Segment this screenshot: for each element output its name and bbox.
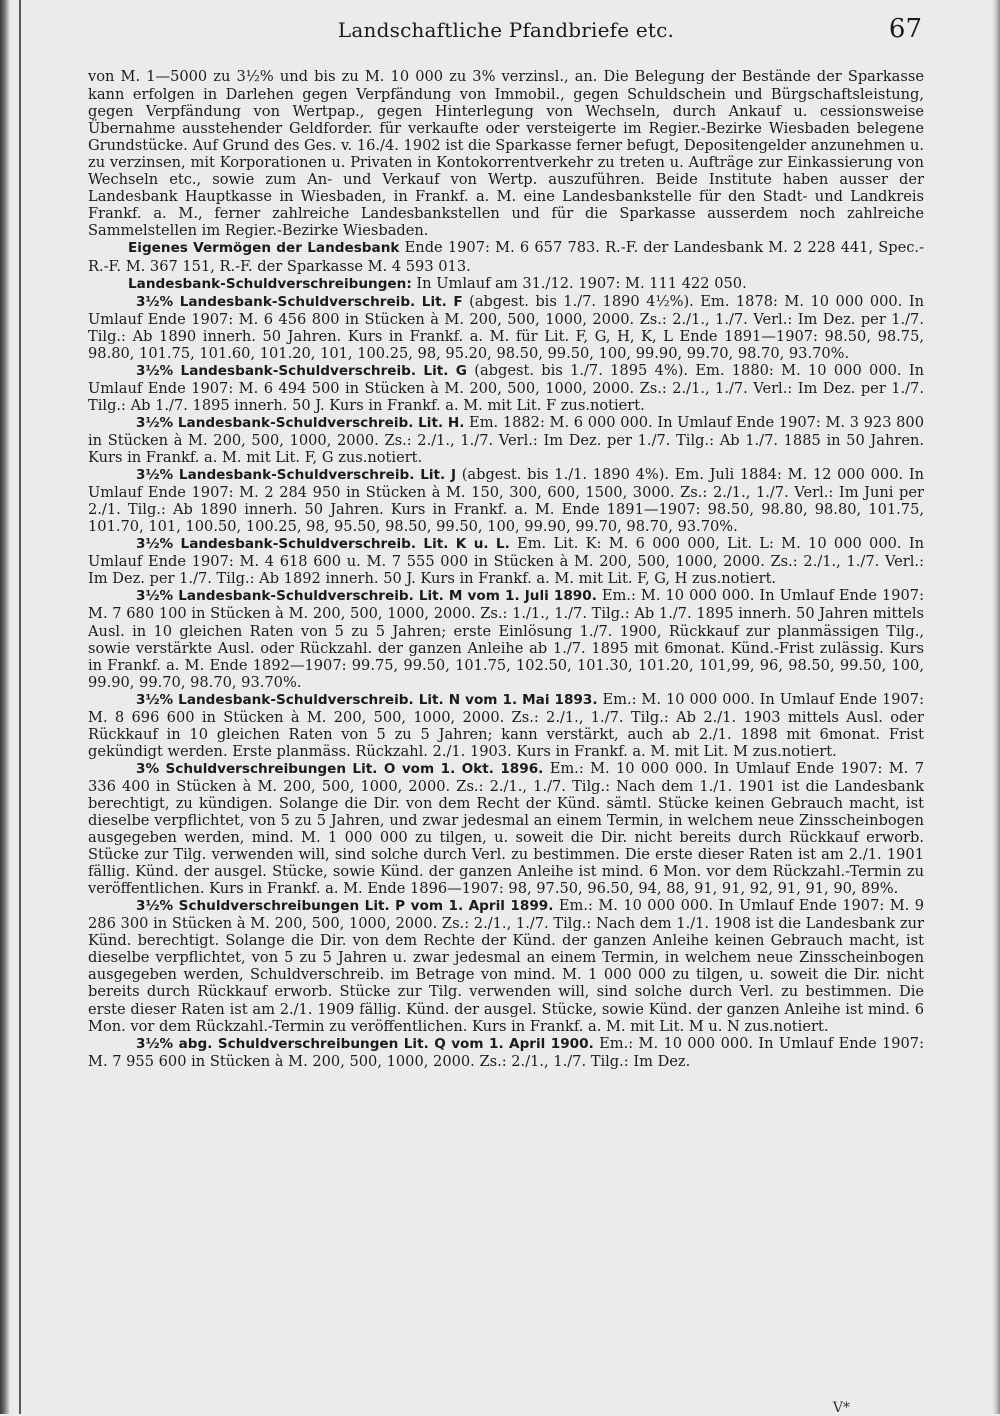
- paragraph: 3½% Landesbank-Schuldverschreib. Lit. K u. L. Em. Lit. K: M. 6 000 000, Lit. L: M. 10 000 000. In Umlauf Ende 1907: M. 4 618 600 u. M. 7 555 000 in Stücken à M. 200, 500, 1000, 2000. Zs.: 2./1., 1./7. Verl.: Im Dez. per 1./7. Tilg.: Ab 1892 innerh. 50 J. Kurs in Frankf. a. M. mit Lit. F, G, H zus.notiert.: [88, 535, 925, 588]
- section-heading: 3½% Landesbank-Schuldverschreib. Lit. K u. L.: [136, 536, 510, 553]
- paragraph: 3% Schuldverschreibungen Lit. O vom 1. Okt. 1896. Em.: M. 10 000 000. In Umlauf Ende 1907: M. 7 336 400 in Stücken à M. 200, 500, 1000, 2000. Zs.: 2./1., 1./7. Tilg.: Nach dem 1./1. 1901 ist die Landesbank berechtigt, zu kündigen. Solange die Dir. von dem Recht der Künd. sämtl. Stücke keinen Gebrauch macht, ist dieselbe verpflichtet, von 5 zu 5 Jahren, und zwar jedesmal an einem Termin, in welchem neue Zinsscheinbogen ausgegeben werden, mind. M. 1 000 000 zu tilgen, u. soweit die Dir. nicht bereits durch Rückkauf erworb. Stücke zur Tilg. verwenden will, sind solche durch Verl. zu bestimmen. Die erste dieser Raten ist am 2./1. 1901 fällig. Künd. der ausgel. Stücke, sowie Künd. der ganzen Anleihe ist mind. 6 Mon. vor dem Rückzahl.-Termin zu veröffentlichen. Kurs in Frankf. a. M. Ende 1896—1907: 98, 97.50, 96.50, 94, 88, 91, 91, 92, 91, 91, 90, 89%.: [88, 759, 924, 898]
- page-number: 67: [888, 14, 922, 44]
- paragraph: 3½% abg. Schuldverschreibungen Lit. Q vom 1. April 1900. Em.: M. 10 000 000. In Umlauf Ende 1907: M. 7 955 600 in Stücken à M. 200, 500, 1000, 2000. Zs.: 2./1., 1./7. Tilg.: Im Dez.: [88, 1034, 924, 1070]
- section-heading: 3½% Landesbank-Schuldverschreib. Lit. N vom 1. Mai 1893.: [136, 691, 598, 708]
- printer-signature-mark: V*: [832, 1400, 850, 1416]
- section-heading: 3½% abg. Schuldverschreibungen Lit. Q vom 1. April 1900.: [136, 1035, 594, 1052]
- paragraph: 3½% Landesbank-Schuldverschreib. Lit. M vom 1. Juli 1890. Em.: M. 10 000 000. In Umlauf Ende 1907: M. 7 680 100 in Stücken à M. 200, 500, 1000, 2000. Zs.: 1./1., 1./7. Tilg.: Ab 1./7. 1895 innerh. 50 Jahren mittels Ausl. in 10 gleichen Raten von 5 zu 5 Jahren; erste Einlösung 1./7. 1900, Rückkauf zur planmässigen Tilg., sowie verstärkte Ausl. oder Rückzahl. der ganzen Anleihe ab 1./7. 1895 mit 6monat. Künd.-Frist zulässig. Kurs in Frankf. a. M. Ende 1892—1907: 99.75, 99.50, 101.75, 102.50, 101.30, 101.20, 101,99, 96, 98.50, 99.50, 100, 99.90, 99.70, 98.70, 93.70%.: [88, 587, 924, 691]
- section-heading: 3% Schuldverschreibungen Lit. O vom 1. Okt. 1896.: [136, 760, 544, 777]
- page-header: [88, 12, 924, 50]
- paragraph: von M. 1—5000 zu 3½% und bis zu M. 10 000 zu 3% verzinsl., an. Die Belegung der Bestände der Sparkasse kann erfolgen in Darlehen gegen Verpfändung von Immobil., gegen Schuldschein und Bürgschaftsleistung, gegen Verpfändung von Wertpap., gegen Hinterlegung von Wechseln, durch Ankauf u. cessionsweise Übernahme ausstehender Geldforder. für verkaufte oder versteigerte im Regier.-Bezirke Wiesbaden belegene Grundstücke. Auf Grund des Ges. v. 16./4. 1902 ist die Sparkasse ferner befugt, Depositengelder anzunehmen u. zu verzinsen, mit Korporationen u. Privaten in Kontokorrentverkehr zu treten u. Aufträge zur Einkassierung von Wechseln etc., sowie zum An- und Verkauf von Wertp. auszuführen. Beide Institute haben ausser der Landesbank Hauptkasse in Wiesbaden, in Frankf. a. M. eine Landesbankstelle für den Stadt- und Landkreis Frankf. a. M., ferner zahlreiche Landesbankstellen und für die Sparkasse ausserdem noch zahlreiche Sammelstellen im Regier.-Bezirke Wiesbaden.: [88, 68, 924, 240]
- section-heading: Eigenes Vermögen der Landesbank: [128, 240, 400, 257]
- section-heading: 3½% Landesbank-Schuldverschreib. Lit. H.: [136, 414, 465, 431]
- section-heading: Landesbank-Schuldverschreibungen:: [128, 275, 412, 292]
- running-title: Landschaftliche Pfandbriefe etc.: [337, 18, 675, 42]
- section-heading: 3½% Landesbank-Schuldverschreib. Lit. M vom 1. Juli 1890.: [136, 588, 597, 605]
- paragraph: 3½% Landesbank-Schuldverschreib. Lit. F (abgest. bis 1./7. 1890 4½%). Em. 1878: M. 10 000 000. In Umlauf Ende 1907: M. 6 456 800 in Stücken à M. 200, 500, 1000, 2000. Zs.: 2./1., 1./7. Verl.: Im Dez. per 1./7. Tilg.: Ab 1890 innerh. 50 Jahren. Kurs in Frankf. a. M. für Lit. F, G, H, K, L Ende 1891—1907: 98.50, 98.75, 98.80, 101.75, 101.60, 101.20, 101, 100.25, 98, 95.20, 98.50, 99.50, 100, 99.90, 99.70, 98.70, 93.70%.: [88, 292, 925, 362]
- scan-edge-right: [992, 0, 1000, 1414]
- paragraph: 3½% Landesbank-Schuldverschreib. Lit. H. Em. 1882: M. 6 000 000. In Umlauf Ende 1907: M. 3 923 800 in Stücken à M. 200, 500, 1000, 2000. Zs.: 2./1., 1./7. Verl.: Im Dez. per 1./7. Tilg.: Ab 1./7. 1885 in 50 Jahren. Kurs in Frankf. a. M. mit Lit. F, G zus.notiert.: [88, 413, 925, 467]
- paragraph: Landesbank-Schuldverschreibungen: In Umlauf am 31./12. 1907: M. 111 422 050.: [128, 274, 747, 292]
- section-heading: 3½% Landesbank-Schuldverschreib. Lit. G: [136, 362, 467, 379]
- paragraph: Eigenes Vermögen der Landesbank Ende 1907: M. 6 657 783. R.-F. der Landesbank M. 2 228 441, Spec.-R.-F. M. 367 151, R.-F. der Sparkasse M. 4 593 013.: [88, 239, 925, 275]
- section-heading: 3½% Landesbank-Schuldverschreib. Lit. F: [136, 293, 463, 310]
- paragraph: 3½% Schuldverschreibungen Lit. P vom 1. April 1899. Em.: M. 10 000 000. In Umlauf Ende 1907: M. 9 286 300 in Stücken à M. 200, 500, 1000, 2000. Zs.: 2./1., 1./7. Tilg.: Nach dem 1./1. 1908 ist die Landesbank zur Künd. berechtigt. Solange die Dir. von dem Rechte der Künd. der ganzen Anleihe keinen Gebrauch macht, ist dieselbe verpflichtet, von 5 zu 5 Jahren u. zwar jedesmal an einem Termin, in welchem neue Zinsscheinbogen ausgegeben werden, Schuldverschreib. im Betrage von mind. M. 1 000 000 zu tilgen, u. soweit die Dir. nicht bereits durch Rückkauf erworb. Stücke zur Tilg. verwenden will, sind solche durch Verl. zu bestimmen. Die erste dieser Raten ist am 2./1. 1909 fällig. Künd. der ausgel. Stücke, sowie Künd. der ganzen Anleihe ist mind. 6 Mon. vor dem Rückzahl.-Termin zu veröffentlichen. Kurs in Frankf. a. M. mit Lit. M u. N zus.notiert.: [88, 897, 924, 1035]
- paragraph: 3½% Landesbank-Schuldverschreib. Lit. G (abgest. bis 1./7. 1895 4%). Em. 1880: M. 10 000 000. In Umlauf Ende 1907: M. 6 494 500 in Stücken à M. 200, 500, 1000, 2000. Zs.: 2./1., 1./7. Verl.: Im Dez. per 1./7. Tilg.: Ab 1./7. 1895 innerh. 50 J. Kurs in Frankf. a. M. mit Lit. F zus.notiert.: [88, 361, 924, 414]
- page-body: [88, 68, 924, 1070]
- paragraph: 3½% Landesbank-Schuldverschreib. Lit. J (abgest. bis 1./1. 1890 4%). Em. Juli 1884: M. 12 000 000. In Umlauf Ende 1907: M. 2 284 950 in Stücken à M. 150, 300, 600, 1500, 3000. Zs.: 2./1., 1./7. Verl.: Im Juni per 2./1. Tilg.: Ab 1890 innerh. 50 Jahren. Kurs in Frankf. a. M. Ende 1891—1907: 98.50, 98.80, 98.80, 101.75, 101.70, 101, 100.50, 100.25, 98, 95.50, 98.50, 99.50, 100, 99.90, 99.70, 98.70, 93.70%.: [88, 466, 924, 536]
- section-heading: 3½% Schuldverschreibungen Lit. P vom 1. April 1899.: [136, 898, 554, 915]
- scan-binding-line: [19, 0, 21, 1414]
- section-heading: 3½% Landesbank-Schuldverschreib. Lit. J: [136, 467, 457, 484]
- paragraph: 3½% Landesbank-Schuldverschreib. Lit. N vom 1. Mai 1893. Em.: M. 10 000 000. In Umlauf Ende 1907: M. 8 696 600 in Stücken à M. 200, 500, 1000, 2000. Zs.: 2./1., 1./7. Tilg.: Ab 2./1. 1903 mittels Ausl. oder Rückkauf in 10 gleichen Raten von 5 zu 5 Jahren; kann verstärkt, auch ab 2./1. 1898 mit 6monat. Frist gekündigt werden. Erste planmäss. Rückzahl. 2./1. 1903. Kurs in Frankf. a. M. mit Lit. M zus.notiert.: [88, 690, 924, 760]
- scan-edge-left: [0, 0, 10, 1414]
